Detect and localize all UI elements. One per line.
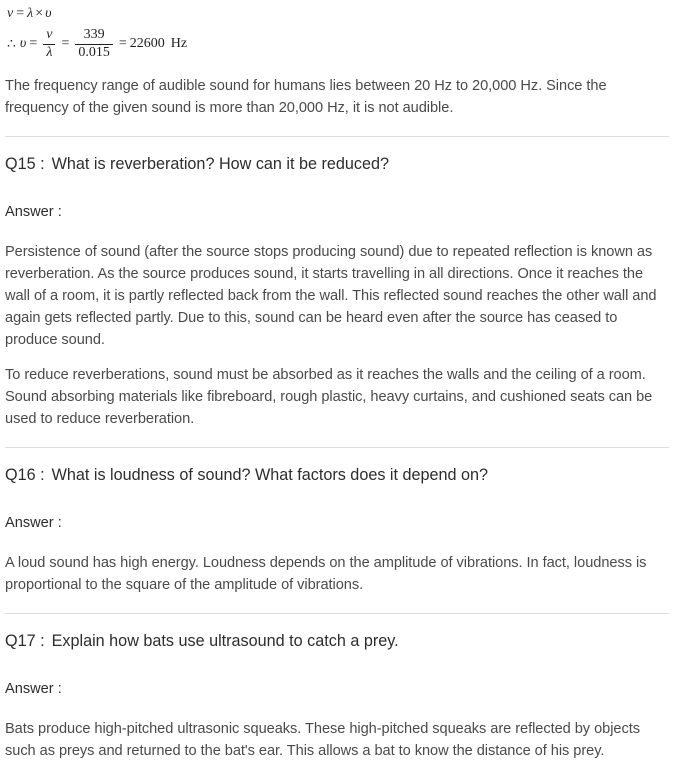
fraction-numerator: 339 (83, 26, 105, 42)
equation-fraction-v-over-lambda (43, 28, 55, 60)
answer-paragraph: To reduce reverberations, sound must be absorbed as it reaches the walls and the ceiling of a room. Sound absorbing materials like fibreboard, rough plastic, heavy curtains, and cushioned seats can be used to reduce reverberation. (5, 367, 653, 427)
section-divider (5, 136, 669, 137)
equation-line-2 (5, 24, 685, 64)
section-divider (5, 447, 669, 448)
question-heading-q15 (5, 153, 685, 175)
equation-fraction-339-over-0015 (75, 28, 113, 60)
equation-result-unit: Hz (170, 36, 188, 51)
fraction-denominator: 0.015 (75, 44, 113, 61)
answer-label: Answer : (5, 515, 62, 531)
equation-operator-equals: = (118, 36, 127, 51)
question-heading-q17 (5, 630, 685, 652)
answer-body (5, 241, 685, 430)
answer-label: Answer : (5, 681, 62, 697)
question-number: Q16 : (5, 466, 45, 484)
equation-symbol-frequency: υ (45, 6, 52, 21)
question-number: Q17 : (5, 632, 45, 650)
equation-line-1 (5, 4, 685, 24)
question-section-q16 (5, 447, 685, 596)
answer-label: Answer : (5, 204, 62, 220)
equation-result-value: 22600 (129, 36, 165, 51)
equation-symbol-lambda: λ (27, 6, 34, 21)
equation-symbol-velocity: v (7, 6, 14, 21)
answer-paragraph: Bats produce high-pitched ultrasonic squeaks. These high-pitched squeaks are reflected by objects such as preys and returned to the bat's ear. This allows a bat to know the distance of his prey. (5, 721, 640, 759)
answer-body (5, 718, 685, 762)
equation-operator-equals: = (61, 36, 70, 51)
equation-therefore-symbol: ∴ (7, 36, 16, 52)
question-number: Q15 : (5, 155, 45, 173)
question-text: Explain how bats use ultrasound to catch a prey. (51, 632, 399, 650)
fraction-numerator: v (46, 26, 53, 42)
question-heading-q16 (5, 464, 685, 486)
equation-block (5, 0, 685, 64)
question-section-q17 (5, 613, 685, 762)
fraction-denominator: λ (43, 44, 55, 61)
question-section-q15 (5, 136, 685, 430)
question-text: What is reverberation? How can it be reduced? (51, 155, 390, 173)
answer-paragraph: Persistence of sound (after the source stops producing sound) due to repeated reflection is known as reverberation. As the source produces sound, it starts travelling in all directions. Once it reaches the wall of a room, it is partly reflected back from the wall. This reflected sound reaches the other wall and again gets reflected partly. Due to this, sound can be heard even after the source has ceased to produce sound. (5, 244, 657, 348)
intro-paragraph: The frequency range of audible sound for humans lies between 20 Hz to 20,000 Hz. Since the frequency of the given sound is more than 20,000 Hz, it is not audible. (5, 78, 607, 116)
equation-symbol-frequency: υ (19, 36, 27, 51)
answer-body (5, 552, 685, 596)
section-divider (5, 613, 669, 614)
equation-operator-equals: = (29, 36, 38, 51)
question-text: What is loudness of sound? What factors does it depend on? (51, 466, 489, 484)
equation-operator-times: × (35, 6, 44, 21)
equation-operator-equals: = (16, 6, 25, 21)
answer-paragraph: A loud sound has high energy. Loudness depends on the amplitude of vibrations. In fact, loudness is proportional to the square of the amplitude of vibrations. (5, 555, 647, 593)
